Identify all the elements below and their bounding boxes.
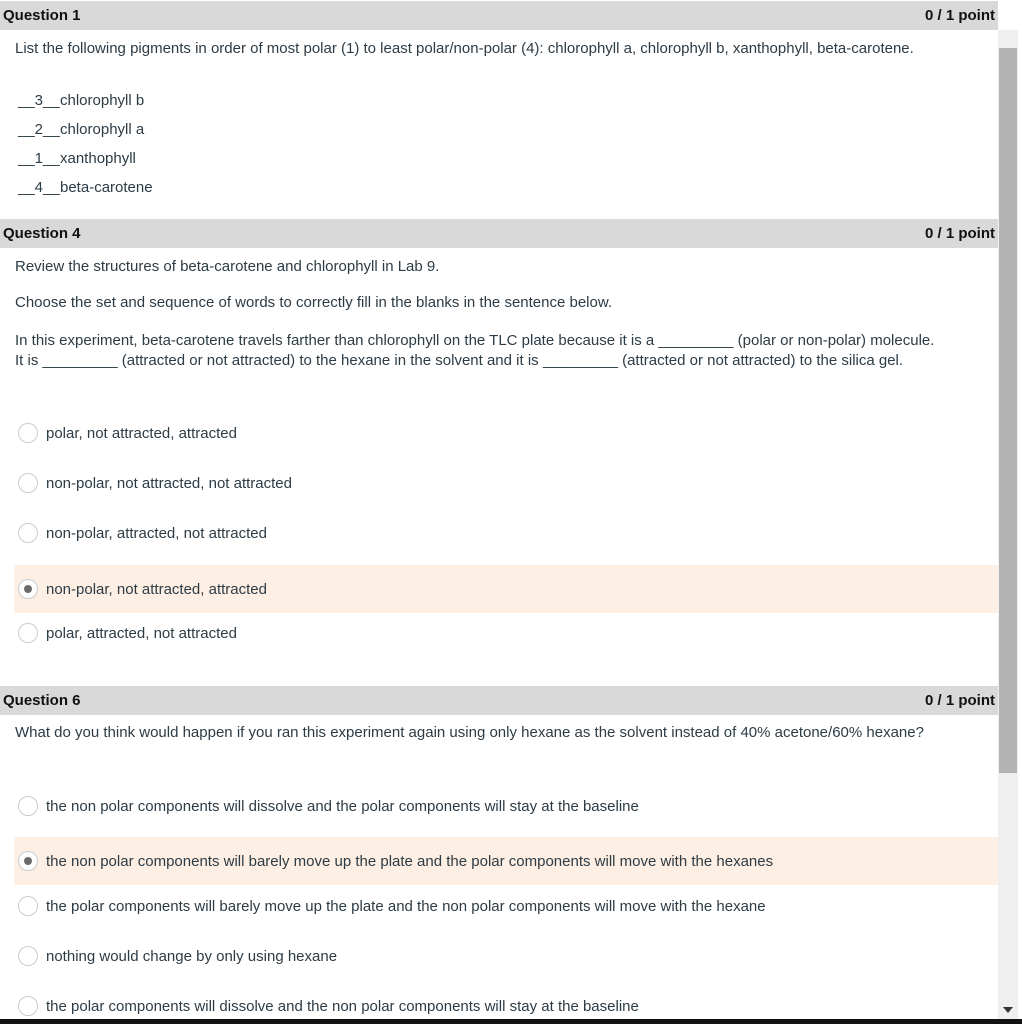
option-label: non-polar, not attracted, attracted <box>46 580 267 598</box>
rank-value: __2__ <box>18 121 60 138</box>
option-label: the polar components will dissolve and the non polar components will stay at the baseline <box>46 997 639 1015</box>
scroll-down-arrow-icon[interactable] <box>1003 1007 1013 1013</box>
pigment-label: xanthophyll <box>60 150 136 167</box>
pigment-label: chlorophyll a <box>60 121 145 138</box>
rank-value: __4__ <box>18 179 60 196</box>
scrollbar-thumb[interactable] <box>999 48 1017 773</box>
option-label: the non polar components will barely move up the plate and the polar components will move with the hexanes <box>46 852 774 870</box>
answer-option[interactable] <box>14 882 998 930</box>
question-4-header <box>0 219 998 248</box>
answer-row <box>18 92 144 109</box>
option-label: the polar components will barely move up the plate and the non polar components will move with the hexane <box>46 897 766 915</box>
question-prompt: List the following pigments in order of most polar (1) to least polar/non-polar (4): chlorophyll a, chlorophyll b, xanthophyll, beta-carotene. <box>15 40 914 57</box>
option-label: the non polar components will dissolve and the polar components will stay at the baseline <box>46 797 639 815</box>
question-text: In this experiment, beta-carotene travels farther than chlorophyll on the TLC plate because it is a _________ (polar or non-polar) molecule. It is _________ (attracted or not attracted) to the hexane in the solvent and it is _________ (attracted or not attracted) to the silica gel. <box>15 332 935 369</box>
radio-button[interactable] <box>18 946 38 966</box>
pigment-label: beta-carotene <box>60 179 153 196</box>
answer-option[interactable] <box>14 782 998 830</box>
answer-option[interactable] <box>14 409 998 457</box>
option-label: nothing would change by only using hexane <box>46 947 338 965</box>
radio-button[interactable] <box>18 423 38 443</box>
radio-button[interactable] <box>18 796 38 816</box>
answer-option-selected[interactable] <box>14 565 998 613</box>
answer-option[interactable] <box>14 509 998 557</box>
question-points: 0 / 1 point <box>924 692 995 709</box>
question-points: 0 / 1 point <box>924 225 995 242</box>
answer-option[interactable] <box>14 932 998 980</box>
question-title: Question 6 <box>3 692 81 709</box>
question-prompt: What do you think would happen if you ran this experiment again using only hexane as the solvent instead of 40% acetone/60% hexane? <box>15 724 924 741</box>
radio-button-checked[interactable] <box>18 851 38 871</box>
radio-button[interactable] <box>18 996 38 1016</box>
answer-option-selected[interactable] <box>14 837 998 885</box>
radio-button[interactable] <box>18 623 38 643</box>
question-1-header <box>0 1 998 30</box>
question-points: 0 / 1 point <box>924 7 995 24</box>
option-label: non-polar, attracted, not attracted <box>46 524 267 542</box>
option-label: non-polar, not attracted, not attracted <box>46 474 292 492</box>
radio-button[interactable] <box>18 473 38 493</box>
question-6-header <box>0 686 998 715</box>
question-title: Question 4 <box>3 225 81 242</box>
rank-value: __3__ <box>18 92 60 109</box>
pigment-label: chlorophyll b <box>60 92 145 109</box>
vertical-scrollbar[interactable] <box>998 30 1018 1019</box>
question-title: Question 1 <box>3 7 81 24</box>
answer-row <box>18 179 153 196</box>
answer-option[interactable] <box>14 609 998 657</box>
rank-value: __1__ <box>18 150 60 167</box>
question-text: Choose the set and sequence of words to correctly fill in the blanks in the sentence below. <box>15 294 613 311</box>
radio-button-checked[interactable] <box>18 579 38 599</box>
radio-button[interactable] <box>18 896 38 916</box>
bottom-edge <box>0 1019 1022 1024</box>
option-label: polar, not attracted, attracted <box>46 424 237 442</box>
question-text: Review the structures of beta-carotene and chlorophyll in Lab 9. <box>15 258 440 275</box>
radio-button[interactable] <box>18 523 38 543</box>
answer-option[interactable] <box>14 459 998 507</box>
answer-row <box>18 121 144 138</box>
answer-row <box>18 150 136 167</box>
option-label: polar, attracted, not attracted <box>46 624 237 642</box>
